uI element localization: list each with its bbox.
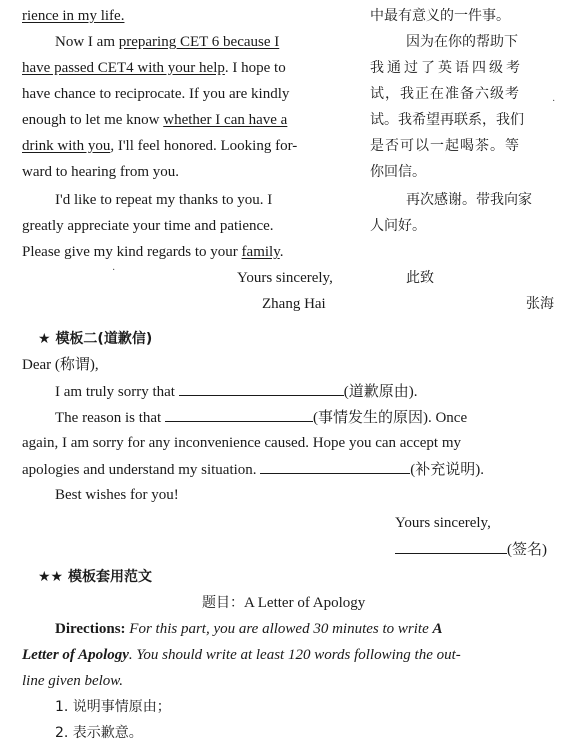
letter-line-9 [22, 216, 274, 236]
underlined-text: family [241, 244, 280, 260]
template-note: (签名) [507, 542, 547, 558]
heading-text: 模板套用范文 [67, 569, 152, 585]
directions-line-2 [22, 645, 461, 665]
template-text: apologies and understand my situation. [22, 462, 261, 478]
directions-text: Letter of Apology [22, 647, 129, 663]
outline-item-2: 2. 表示歉意。 [55, 725, 143, 741]
fill-blank [179, 381, 344, 396]
translation-line-8: 再次感谢。带我向家 [406, 192, 532, 208]
letter-line-2 [55, 32, 279, 52]
template-line-again: again, I am sorry for any inconvenience caused. Hope you can accept my [22, 435, 461, 451]
translation-line-3: 我通过了英语四级考 [370, 60, 523, 76]
letter-line-6 [22, 136, 297, 156]
fill-blank [260, 459, 410, 474]
letter-text: Please give my kind regards to your [22, 244, 242, 260]
template-line-reason [55, 407, 467, 428]
title-text: A Letter of Apology [244, 595, 366, 611]
template-signature-line [395, 539, 547, 560]
directions-line-3 [22, 671, 123, 691]
letter-line-8 [55, 190, 272, 210]
template-note: (道歉原由). [343, 384, 418, 400]
underlined-text: drink with you [22, 138, 111, 154]
sample-heading [38, 567, 152, 587]
template-closing: Yours sincerely, [395, 515, 491, 531]
template-heading [38, 329, 152, 349]
letter-text: greatly appreciate your time and patience. [22, 218, 274, 234]
letter-text: I'd like to repeat my thanks to you. I [55, 192, 273, 208]
letter-signature: Zhang Hai [262, 296, 326, 312]
directions-text: . You should write at least 120 words following the out- [128, 647, 461, 663]
directions-text: A [432, 621, 443, 637]
letter-text: enough to let me know [22, 112, 164, 128]
template-line-sorry [55, 381, 417, 402]
letter-line-7 [22, 162, 179, 182]
translation-line-4: 试，我正在准备六级考 [370, 86, 520, 102]
star-icon: ★ [38, 331, 51, 347]
directions-text: line given below. [22, 673, 123, 689]
fill-blank [395, 539, 507, 554]
fill-blank [165, 407, 313, 422]
heading-text: 模板二(道歉信) [55, 331, 153, 347]
translation-line-1: 中最有意义的一件事。 [370, 8, 510, 24]
letter-line-3 [22, 58, 286, 78]
letter-line-1 [22, 6, 124, 26]
template-wishes: Best wishes for you! [55, 487, 179, 503]
template-text: I am truly sorry that [55, 384, 179, 400]
template-text: The reason is that [55, 410, 165, 426]
template-note: (事情发生的原因). Once [312, 410, 468, 426]
letter-line-4 [22, 84, 289, 104]
letter-text: have chance to reciprocate. If you are kindly [22, 86, 290, 102]
salutation: Dear (称谓), [22, 357, 99, 373]
outline-item-1: 1. 说明事情原由； [55, 699, 171, 715]
translation-line-7: 你回信。 [370, 164, 426, 180]
translation-closing: 此致 [406, 270, 434, 286]
letter-closing: Yours sincerely, [237, 270, 333, 286]
letter-line-10 [22, 242, 283, 262]
star-icon: ★★ [38, 569, 64, 585]
letter-text: , I'll feel honored. Looking for- [110, 138, 298, 154]
print-speck: · [552, 96, 556, 107]
underlined-text: whether I can have a [163, 112, 288, 128]
translation-line-5: 试。我希望再联系，我们 [370, 112, 524, 128]
translation-line-6: 是否可以一起喝茶。等 [370, 138, 520, 154]
directions-label: Directions: [55, 621, 126, 637]
letter-text: . [279, 244, 284, 260]
translation-line-2: 因为在你的帮助下 [406, 34, 518, 50]
letter-text: ward to hearing from you. [22, 164, 180, 180]
underlined-text: have passed CET4 with your help [22, 60, 225, 76]
directions-text: For this part, you are allowed 30 minutes to write [125, 621, 433, 637]
letter-line-5 [22, 110, 287, 130]
template-line-apologies [22, 459, 484, 480]
title-label: 题目： [202, 595, 244, 611]
translation-line-9: 人问好。 [370, 218, 426, 234]
directions-line-1 [55, 619, 443, 639]
sample-title [202, 593, 365, 613]
letter-text: . I hope to [224, 60, 286, 76]
underlined-text: preparing CET 6 because I [118, 34, 280, 50]
template-note: (补充说明). [410, 462, 485, 478]
translation-signature: 张海 [526, 296, 554, 312]
letter-text: Now I am [55, 34, 119, 50]
letter-text: rience in my life. [22, 8, 125, 24]
print-speck: · [112, 265, 116, 276]
